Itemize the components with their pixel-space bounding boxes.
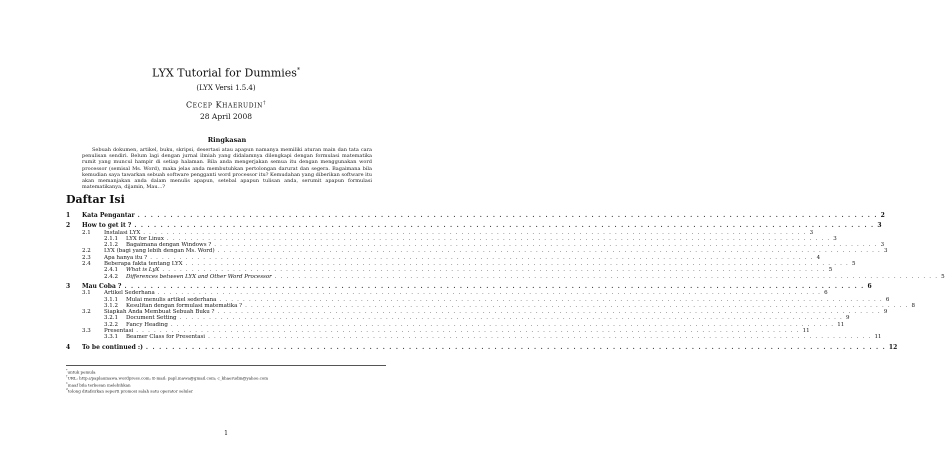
toc-entry-page: 11: [874, 334, 882, 341]
footnote-mark: *: [66, 368, 68, 372]
footnote-mark: 1: [66, 380, 68, 385]
toc-entry-page: 3: [877, 222, 882, 230]
toc-entry-number: 3.1.1: [104, 296, 118, 303]
toc-entry-label: Kesulitan dengan formulasi matematika ?: [126, 302, 243, 309]
toc-entry-label: Document Setting: [126, 315, 177, 322]
toc-entry-number: 2: [66, 222, 71, 230]
toc-entry-number: 2.1.2: [104, 242, 118, 249]
toc-entry-page: 5: [828, 267, 833, 274]
toc-entry-label: To be continued :): [82, 343, 143, 351]
title-footnote-mark: *: [296, 67, 300, 74]
toc-entry-label: Kata Pengantar: [82, 212, 135, 219]
toc-entry-page: 5: [851, 261, 856, 268]
document-date: 28 April 2008: [200, 112, 252, 122]
abstract-heading: Ringkasan: [207, 136, 247, 144]
toc-entry-number: 2.3: [82, 254, 91, 261]
toc-entry-number: 2.4: [82, 261, 91, 268]
toc-entry-label: Presentasi: [104, 328, 134, 335]
footnotes: [66, 365, 386, 393]
toc-entry-page: 5: [941, 273, 945, 280]
footnote-text: untuk pemula: [67, 369, 96, 375]
toc-entry-label: Differences between LYX and Other Word Processor: [126, 273, 272, 280]
toc-leader-dots: [208, 334, 871, 340]
toc-entry-label: Fancy Heading: [126, 321, 168, 328]
document-author: Cecep Khaerudin†: [185, 99, 267, 110]
toc-leader-dots: [146, 345, 886, 351]
toc-entry-number: 1: [66, 212, 71, 219]
toc-entry-number: 2.2: [82, 248, 91, 255]
toc-entry-label: LYX (bagi yang lebih dengan Ms. Word): [104, 248, 215, 255]
toc-entry-label: Mulai menulis artikel sederhana: [126, 296, 217, 303]
toc-entry-page: 9: [883, 309, 888, 316]
toc-entry-label: Bagaimana dengan Windows ?: [126, 242, 212, 249]
toc-entry-label: LYX for Linux: [126, 235, 164, 242]
abstract: [82, 136, 372, 197]
toc-entry-label: What is LyX: [126, 267, 160, 274]
document-title: LYX Tutorial for Dummies*: [152, 66, 300, 80]
toc-entry-number: 4: [66, 343, 71, 351]
toc-entry-page: 3: [809, 229, 814, 236]
footnote-mark: †: [66, 374, 68, 379]
toc-entry-label: Beberapa fakta tentang LYX: [104, 261, 183, 268]
toc-entry-page: 3: [833, 235, 837, 242]
toc-entry-number: 3.2: [82, 309, 91, 316]
toc-entry[interactable]: [66, 334, 882, 341]
footnote: [66, 387, 386, 393]
toc-entry-number: 2.1: [82, 229, 91, 236]
toc-entry-number: 3.2.2: [104, 321, 118, 328]
footnote-text: maaf bila terkesan melebihkan: [67, 381, 131, 387]
toc-entry-label: Artikel Sederhana: [104, 290, 155, 297]
page-number: 1: [224, 430, 228, 437]
toc-entry[interactable]: [66, 212, 885, 219]
toc-entry-number: 3: [66, 282, 71, 290]
toc-entry-page: 6: [867, 282, 872, 290]
footnote-mark: 2: [66, 386, 68, 391]
abstract-body: Sebuah dokumen, artikel, buku, skripsi, desertasi atau apapun namanya memiliki aturan main dan tata cara penulisan sendiri. Belum lagi dengan jurnal ilmiah yang didalamnya dilengkapi dengan formulasi matematika rumit yang muncul hampir di setiap halaman. Bila anda mengerjakan semua itu dengan menggunakan word processor (semisal Ms. Word), maka jelas anda membutuhkan pertolongan darurat dan segera. Bagaimana bila kemudian saya tawarkan sebuah software pengganti word processor itu? Kemudahan yang diberikan software itu akan memanjakan anda dalam menulis apapun, setebal apapun tulisan anda, serumit apapun formulasi matematikanya, dijamin, Mau...?: [82, 147, 372, 191]
toc-entry-label: Siapkah Anda Membuat Sebuah Buku ?: [104, 309, 215, 316]
toc-entry-label: Instalasi LYX: [104, 229, 141, 236]
toc-entry-number: 2.4.1: [104, 267, 118, 274]
toc-entry-page: 3: [883, 248, 888, 255]
toc-entry-label: Mau Coba ?: [82, 282, 122, 290]
document-version: (LYX Versi 1.5.4): [196, 83, 256, 92]
toc-heading: Daftar Isi: [66, 193, 125, 206]
toc-entry-page: 11: [802, 328, 810, 335]
table-of-contents: [66, 212, 945, 351]
toc-leader-dots: [138, 213, 878, 219]
toc-entry-page: 4: [816, 254, 821, 261]
footnote-text: URL: http://paplaumawa.wordpress.com; E-mail: papl.mawa@gmail.com; c_khaerudin@yahoo.com: [67, 375, 269, 381]
toc-entry-number: 3.2.1: [104, 315, 118, 322]
footnote-text: tolong ditafsirkan seperti promosi salah satu operator seluler: [67, 388, 193, 394]
toc-entry-number: 3.1.2: [104, 302, 118, 309]
toc-entry-page: 6: [885, 296, 890, 303]
toc-entry-page: 3: [880, 242, 885, 249]
toc-entry-page: 9: [845, 315, 850, 322]
toc-entry-label: Beamer Class for Presentasi: [126, 334, 206, 341]
toc-entry-page: 11: [837, 321, 845, 328]
toc-entry-number: 3.3.1: [104, 334, 118, 341]
toc-entry[interactable]: [66, 273, 945, 280]
author-footnote-mark: †: [262, 99, 267, 106]
toc-entry-page: 12: [888, 343, 898, 351]
toc-leader-dots: [275, 274, 938, 280]
toc-entry[interactable]: [66, 343, 898, 351]
title-block: [0, 64, 452, 121]
toc-entry-label: Apa hanya itu ?: [104, 254, 148, 261]
toc-entry-page: 2: [880, 212, 885, 219]
toc-entry-number: 2.4.2: [104, 273, 118, 280]
toc-entry-page: 8: [911, 302, 915, 309]
toc-entry-number: 3.3: [82, 328, 91, 335]
toc-entry-label: How to get it ?: [82, 222, 132, 230]
toc-entry-number: 3.1: [82, 290, 91, 297]
toc-entry-page: 6: [824, 290, 828, 297]
toc-entry-number: 2.1.1: [104, 235, 118, 242]
